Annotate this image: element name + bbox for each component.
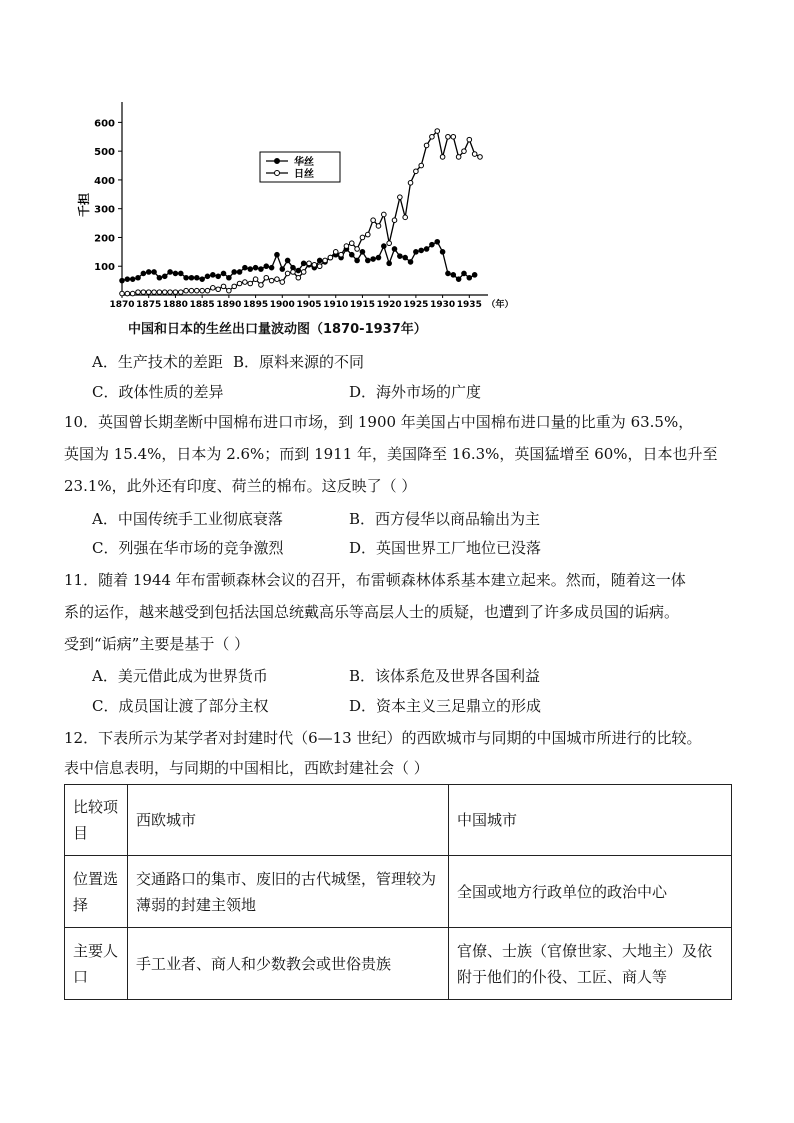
q11-option-a[interactable]: A．美元借此成为世界货币 [92, 667, 268, 685]
y-axis-label: 千担 [77, 192, 91, 218]
data-point [382, 244, 387, 249]
comparison-table [64, 784, 732, 1000]
data-point [456, 155, 461, 160]
table-header-cell: 比较项目 [65, 785, 128, 856]
q11-option-c[interactable]: C．成员国让渡了部分主权 [92, 697, 269, 715]
data-point [424, 143, 429, 148]
data-point [259, 267, 264, 272]
data-point [430, 134, 435, 139]
table-cell: 主要人口 [65, 928, 128, 1000]
data-point [435, 239, 440, 244]
data-point [435, 129, 440, 134]
data-point [462, 149, 467, 154]
legend-marker [275, 159, 280, 164]
data-point [269, 265, 274, 270]
data-point [349, 241, 354, 246]
q10-stem-line-2: 英国为 15.4%，日本为 2.6%；而到 1911 年，美国降至 16.3%，英国猛增至 60%，日本也升至 [64, 445, 718, 463]
x-tick-label: 1890 [216, 300, 242, 310]
data-point [456, 277, 461, 282]
q9-option-b[interactable]: B．原料来源的不同 [233, 353, 365, 371]
data-point [152, 290, 157, 295]
data-point [195, 275, 200, 280]
table-cell: 交通路口的集市、废旧的古代城堡，管理较为薄弱的封建主领地 [128, 856, 449, 928]
data-point [355, 247, 360, 252]
data-point [333, 250, 338, 255]
data-point [248, 267, 253, 272]
data-point [232, 270, 237, 275]
q11-stem-line-1: 11．随着 1944 年布雷顿森林会议的召开，布雷顿森林体系基本建立起来。然而，随着这一体 [64, 571, 686, 589]
data-point [216, 287, 221, 292]
x-tick-label: 1920 [376, 300, 402, 310]
data-point [328, 255, 333, 260]
data-point [414, 250, 419, 255]
q10-option-c[interactable]: C．列强在华市场的竞争激烈 [92, 539, 284, 557]
x-tick-label: 1930 [430, 300, 456, 310]
data-point [136, 275, 141, 280]
data-point [275, 277, 280, 282]
data-point [211, 273, 216, 278]
table-row [65, 928, 732, 1000]
q11-stem-line-2: 系的运作，越来越受到包括法国总统戴高乐等高层人士的质疑，也遭到了许多成员国的诟病。 [64, 603, 680, 621]
data-point [189, 288, 194, 293]
data-point [285, 271, 290, 276]
data-point [392, 218, 397, 223]
data-point [398, 254, 403, 259]
x-tick-label: 1880 [162, 300, 188, 310]
q12-stem-line-1: 12．下表所示为某学者对封建时代（6—13 世纪）的西欧城市与同期的中国城市所进行的比较。 [64, 729, 702, 747]
data-point [403, 215, 408, 220]
data-point [232, 284, 237, 289]
data-point [189, 275, 194, 280]
data-point [365, 258, 370, 263]
data-point [312, 262, 317, 267]
data-point [285, 258, 290, 263]
data-point [259, 283, 264, 288]
data-point [462, 271, 467, 276]
data-point [403, 255, 408, 260]
table-cell: 手工业者、商人和少数教会或世俗贵族 [128, 928, 449, 1000]
table-header-cell: 中国城市 [449, 785, 732, 856]
data-point [200, 288, 205, 293]
q12-stem-line-2: 表中信息表明，与同期的中国相比，西欧封建社会（ ） [64, 759, 429, 777]
silk-export-chart [77, 100, 520, 316]
data-point [355, 258, 360, 263]
data-point [317, 264, 322, 269]
data-point [136, 290, 141, 295]
data-point [216, 274, 221, 279]
data-point [280, 280, 285, 285]
data-point [371, 257, 376, 262]
data-point [264, 275, 269, 280]
x-tick-label: 1885 [189, 300, 215, 310]
data-point [440, 250, 445, 255]
data-point [387, 261, 392, 266]
table-row [65, 856, 732, 928]
data-point [237, 270, 242, 275]
data-point [248, 281, 253, 286]
legend-marker [275, 171, 280, 176]
data-point [376, 224, 381, 229]
data-point [125, 291, 130, 296]
data-point [301, 261, 306, 266]
q9-option-a[interactable]: A．生产技术的差距 [92, 353, 223, 371]
data-point [307, 261, 312, 266]
y-tick-label: 100 [94, 262, 115, 274]
data-point [211, 286, 216, 291]
q9-option-d[interactable]: D．海外市场的广度 [349, 383, 482, 401]
data-point [419, 248, 424, 253]
x-tick-label: 1915 [349, 300, 375, 310]
legend-label: 日丝 [294, 169, 314, 180]
data-point [430, 242, 435, 247]
q10-option-b[interactable]: B．西方侵华以商品输出为主 [349, 510, 541, 528]
data-point [227, 288, 232, 293]
data-point [344, 244, 349, 249]
table-cell: 官僚、士族（官僚世家、大地主）及依附于他们的仆役、工匠、商人等 [449, 928, 732, 1000]
data-point [446, 134, 451, 139]
x-axis-label: （年） [486, 300, 514, 310]
data-point [173, 290, 178, 295]
data-point [478, 155, 483, 160]
data-point [120, 291, 125, 296]
data-point [451, 273, 456, 278]
data-point [237, 281, 242, 286]
data-point [398, 195, 403, 200]
data-point [376, 255, 381, 260]
chart-svg [77, 100, 520, 316]
q9-option-c[interactable]: C．政体性质的差异 [92, 383, 224, 401]
data-point [382, 212, 387, 217]
data-point [291, 270, 296, 275]
data-point [152, 270, 157, 275]
data-point [371, 218, 376, 223]
data-point [195, 288, 200, 293]
data-point [451, 134, 456, 139]
data-point [141, 271, 146, 276]
data-point [280, 267, 285, 272]
x-tick-label: 1935 [456, 300, 482, 310]
data-point [243, 265, 248, 270]
data-point [446, 271, 451, 276]
data-point [317, 258, 322, 263]
x-tick-label: 1925 [403, 300, 429, 310]
data-point [184, 288, 189, 293]
data-point [205, 288, 210, 293]
q11-option-d[interactable]: D．资本主义三足鼎立的形成 [349, 697, 542, 715]
table-header-cell: 西欧城市 [128, 785, 449, 856]
data-point [178, 271, 183, 276]
data-point [173, 271, 178, 276]
y-tick-label: 600 [94, 118, 115, 130]
table-cell: 全国或地方行政单位的政治中心 [449, 856, 732, 928]
data-point [205, 274, 210, 279]
data-point [414, 169, 419, 174]
x-tick-label: 1895 [243, 300, 269, 310]
data-point [125, 277, 130, 282]
data-point [408, 260, 413, 265]
data-point [162, 290, 167, 295]
y-tick-label: 400 [94, 175, 115, 187]
data-point [269, 278, 274, 283]
data-point [360, 250, 365, 255]
data-point [264, 264, 269, 269]
data-point [184, 275, 189, 280]
q11-stem-line-3: 受到“诟病”主要是基于（ ） [64, 635, 250, 653]
x-tick-label: 1905 [296, 300, 322, 310]
data-point [296, 275, 301, 280]
data-point [162, 274, 167, 279]
data-point [178, 290, 183, 295]
data-point [392, 247, 397, 252]
data-point [200, 277, 205, 282]
data-point [130, 277, 135, 282]
data-point [472, 152, 477, 157]
data-point [146, 270, 151, 275]
data-point [275, 252, 280, 257]
q10-stem-line-1: 10．英国曾长期垄断中国棉布进口市场，到 1900 年美国占中国棉布进口量的比重为 63.5%， [64, 413, 694, 431]
data-point [387, 241, 392, 246]
data-point [168, 270, 173, 275]
data-point [157, 275, 162, 280]
data-point [157, 290, 162, 295]
table-header-row [65, 785, 732, 856]
y-tick-label: 200 [94, 233, 115, 245]
legend-label: 华丝 [294, 157, 314, 168]
data-point [365, 232, 370, 237]
data-point [253, 265, 258, 270]
data-point [221, 284, 226, 289]
data-point [424, 247, 429, 252]
x-tick-label: 1870 [109, 300, 135, 310]
x-tick-label: 1875 [136, 300, 162, 310]
table-cell: 位置选择 [65, 856, 128, 928]
data-point [467, 275, 472, 280]
y-tick-label: 500 [94, 147, 115, 159]
data-point [120, 278, 125, 283]
q10-option-a[interactable]: A．中国传统手工业彻底衰落 [92, 510, 283, 528]
data-point [243, 280, 248, 285]
data-point [130, 291, 135, 296]
q10-stem-line-3: 23.1%，此外还有印度、荷兰的棉布。这反映了（ ） [64, 477, 417, 495]
data-point [296, 268, 301, 273]
data-point [227, 275, 232, 280]
data-point [440, 155, 445, 160]
y-tick-label: 300 [94, 204, 115, 216]
x-tick-label: 1910 [323, 300, 349, 310]
data-point [168, 290, 173, 295]
data-point [301, 270, 306, 275]
chart-caption: 中国和日本的生丝出口量波动图（1870-1937年） [128, 322, 427, 337]
data-point [467, 137, 472, 142]
data-point [349, 252, 354, 257]
q11-option-b[interactable]: B．该体系危及世界各国利益 [349, 667, 541, 685]
data-point [419, 163, 424, 168]
data-point [146, 290, 151, 295]
data-point [408, 181, 413, 186]
data-point [221, 271, 226, 276]
data-point [472, 273, 477, 278]
q10-option-d[interactable]: D．英国世界工厂地位已没落 [349, 539, 542, 557]
data-point [360, 235, 365, 240]
data-point [253, 277, 258, 282]
x-tick-label: 1900 [269, 300, 295, 310]
data-point [141, 290, 146, 295]
data-point [339, 252, 344, 257]
data-point [323, 258, 328, 263]
